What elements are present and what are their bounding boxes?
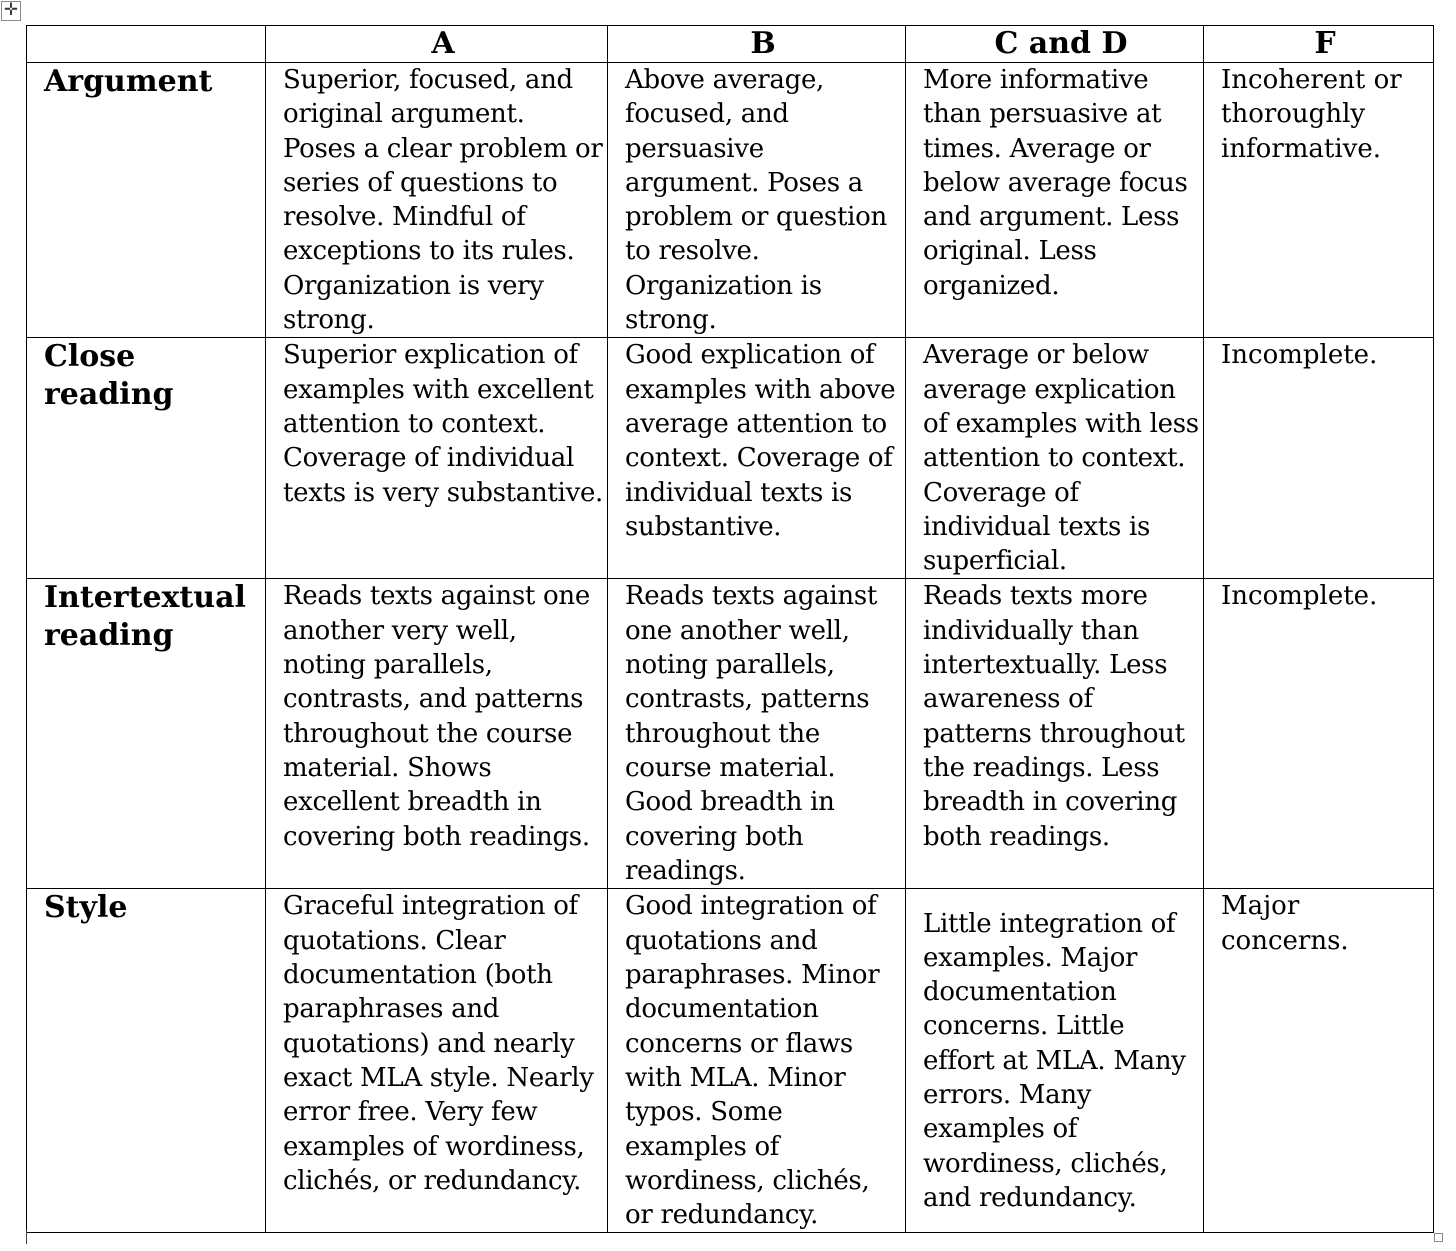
table-move-handle-icon[interactable]: ✛ (1, 1, 21, 21)
cell-close-reading-f: Incomplete. (1204, 338, 1434, 579)
header-grade-a: A (266, 26, 608, 63)
cell-argument-a: Superior, focused, and original argument. Poses a clear problem or series of questions to resolve. Mindful of exceptions to its rules. Organization is very strong. (266, 63, 608, 338)
header-blank (27, 26, 266, 63)
cell-argument-cd: More informative than persuasive at times. Average or below average focus and argument. Less original. Less organized. (906, 63, 1204, 338)
cell-intertextual-reading-cd: Reads texts more individually than intertextually. Less awareness of patterns throughout the readings. Less breadth in covering both readings. (906, 579, 1204, 889)
row-category-intertextual-reading: Intertextual reading (27, 579, 266, 889)
cell-intertextual-reading-a: Reads texts against one another very well, noting parallels, contrasts, and patterns throughout the course material. Shows excellent breadth in covering both readings. (266, 579, 608, 889)
cell-close-reading-cd: Average or below average explication of examples with less attention to context. Coverage of individual texts is superficial. (906, 338, 1204, 579)
cell-style-cd: Little integration of examples. Major documentation concerns. Little effort at MLA. Many errors. Many examples of wordiness, clichés, and redundancy. (906, 889, 1204, 1233)
cell-intertextual-reading-f: Incomplete. (1204, 579, 1434, 889)
row-category-argument: Argument (27, 63, 266, 338)
table-row (27, 889, 1434, 1233)
header-grade-f: F (1204, 26, 1434, 63)
header-row (27, 26, 1434, 63)
cell-style-a: Graceful integration of quotations. Clear documentation (both paraphrases and quotations) and nearly exact MLA style. Nearly error free. Very few examples of wordiness, clichés, or redundancy. (266, 889, 608, 1233)
row-category-close-reading: Close reading (27, 338, 266, 579)
table-row (27, 338, 1434, 579)
ruler-tick (26, 1230, 27, 1244)
cell-intertextual-reading-b: Reads texts against one another well, noting parallels, contrasts, patterns throughout the course material. Good breadth in covering both readings. (608, 579, 906, 889)
cell-argument-b: Above average, focused, and persuasive argument. Poses a problem or question to resolve. Organization is strong. (608, 63, 906, 338)
cell-style-f: Major concerns. (1204, 889, 1434, 1233)
cell-style-b: Good integration of quotations and paraphrases. Minor documentation concerns or flaws with MLA. Minor typos. Some examples of wordiness, clichés, or redundancy. (608, 889, 906, 1233)
table-row (27, 579, 1434, 889)
table-row (27, 63, 1434, 338)
table-resize-handle-icon[interactable] (1434, 1233, 1443, 1242)
cell-argument-f: Incoherent or thoroughly informative. (1204, 63, 1434, 338)
cell-close-reading-b: Good explication of examples with above average attention to context. Coverage of individual texts is substantive. (608, 338, 906, 579)
grading-rubric-table (26, 25, 1434, 1233)
cell-close-reading-a: Superior explication of examples with excellent attention to context. Coverage of individual texts is very substantive. (266, 338, 608, 579)
header-grade-b: B (608, 26, 906, 63)
row-category-style: Style (27, 889, 266, 1233)
header-grade-c-and-d: C and D (906, 26, 1204, 63)
